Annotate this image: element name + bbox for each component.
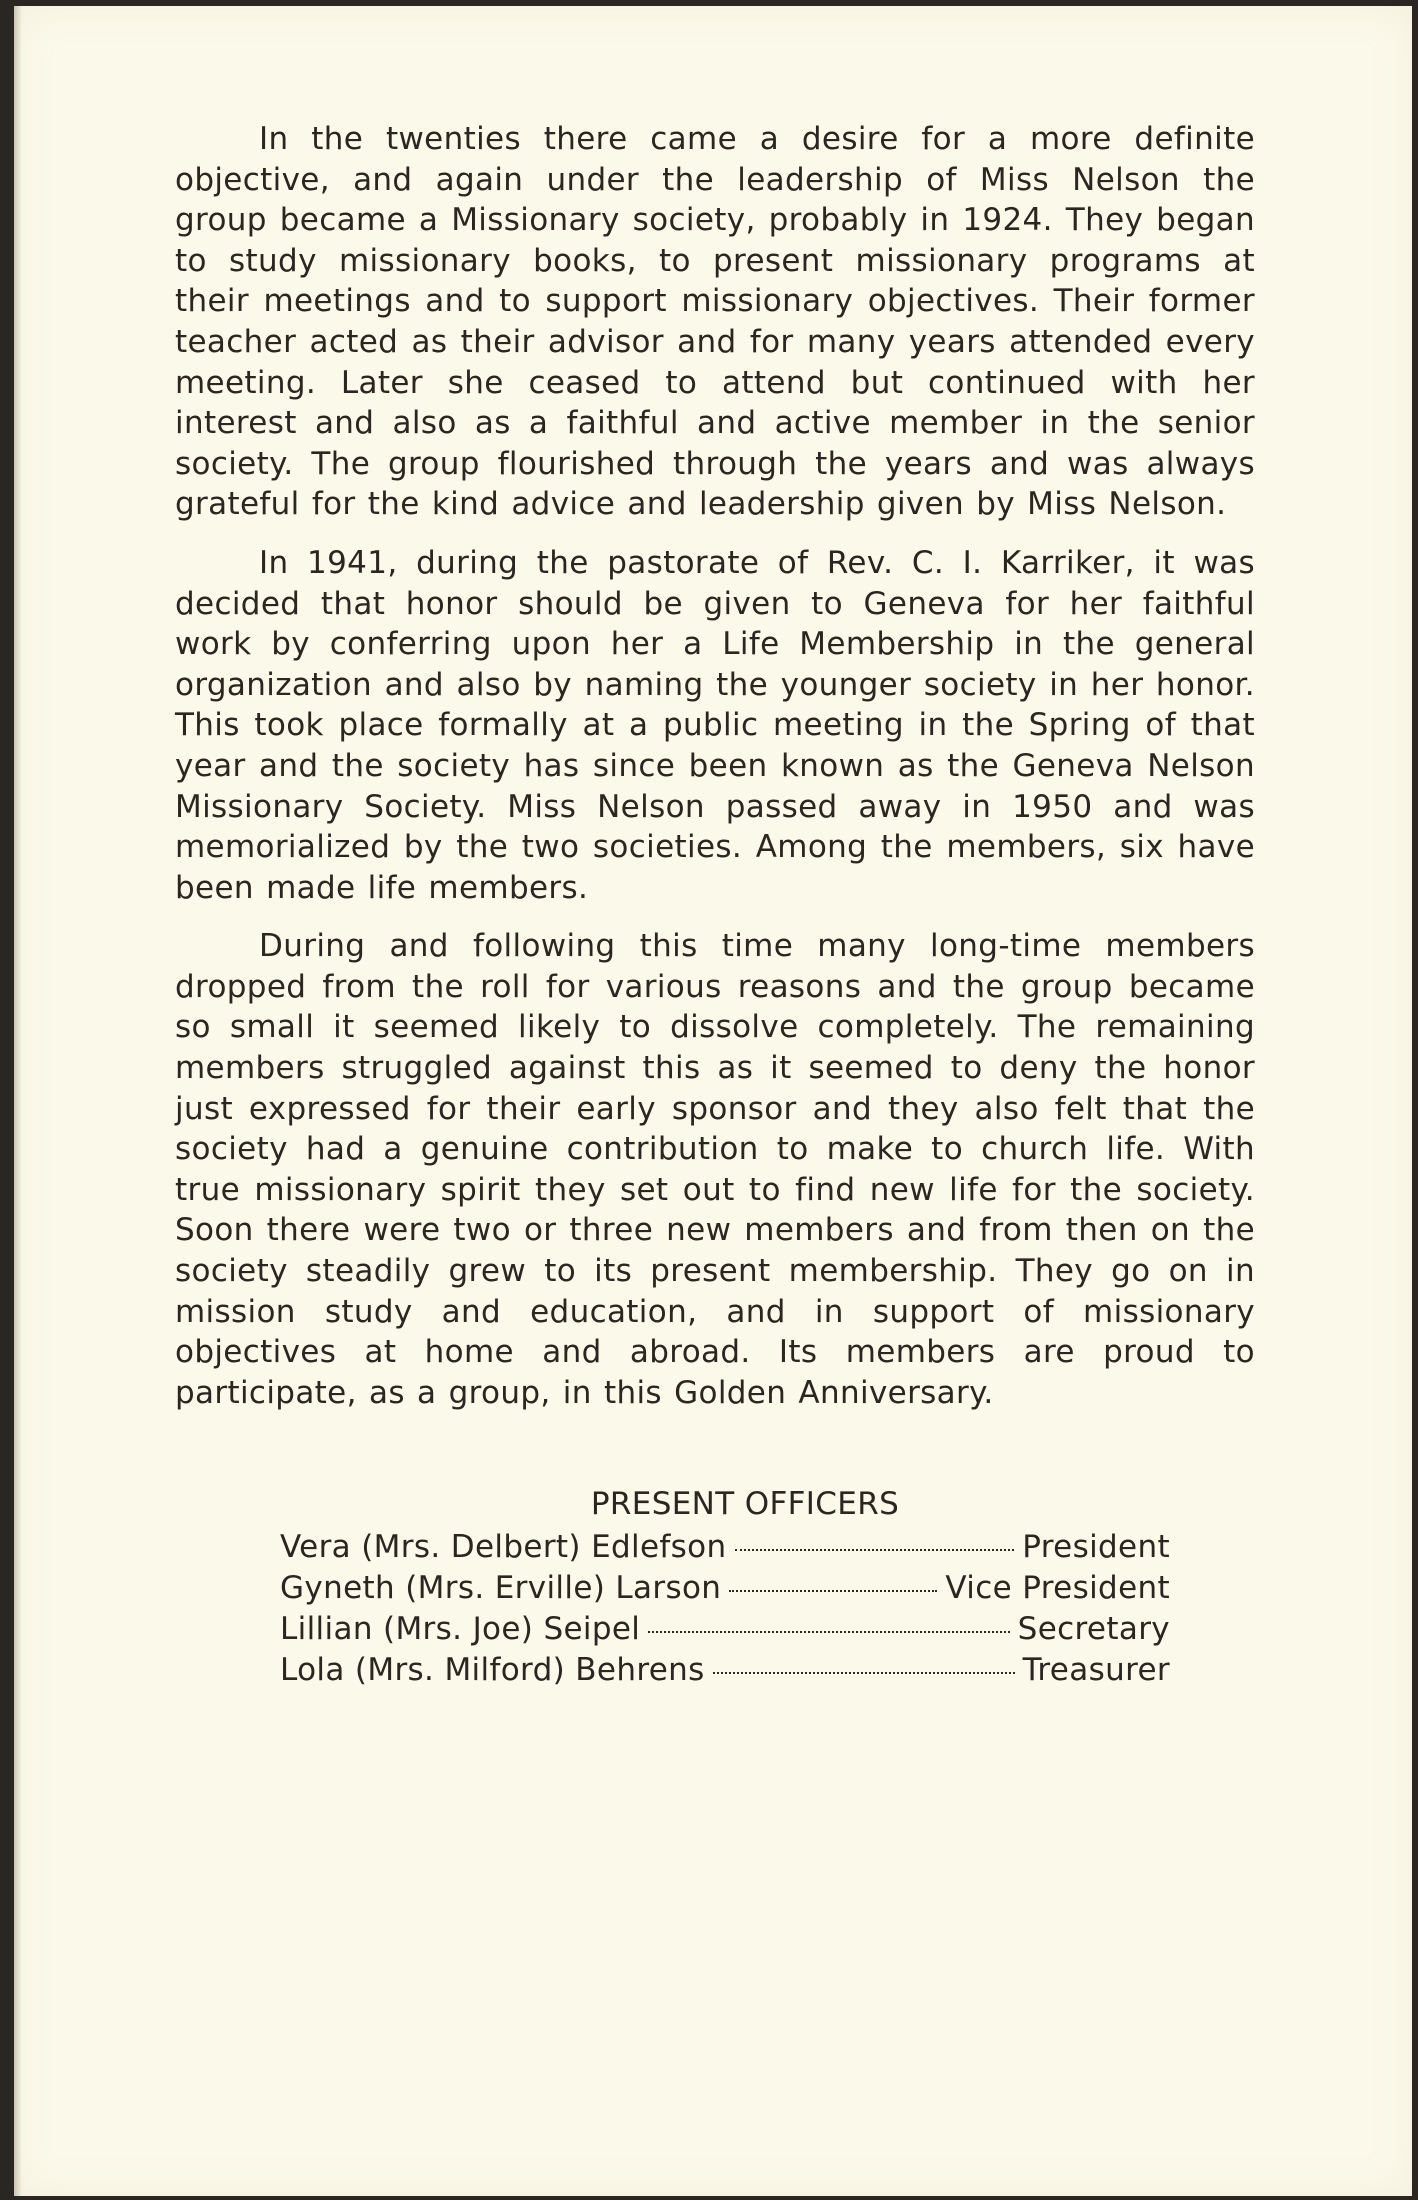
paragraph-3: During and following this time many long-time members dropped from the roll for various reasons and the group became so small it seemed likely to dissolve completely. The remaining members struggled against this as it seemed to deny the honor just expressed for their early sponsor and they also felt that the society had a genuine contribution to make to church life. With true missionary spirit they set out to find new life for the society. Soon there were two or three new members and from then on the society steadily grew to its present membership. They go on in mission study and education, and in support of missionary objectives at home and abroad. Its members are proud to participate, as a group, in this Golden Anniversary. bbox=[175, 928, 1255, 1411]
officer-title: Secretary bbox=[1017, 1611, 1170, 1647]
officer-name: Lillian (Mrs. Joe) Seipel bbox=[280, 1611, 641, 1647]
officer-title: President bbox=[1022, 1529, 1170, 1565]
page-edge-shadow bbox=[14, 6, 22, 2196]
officer-name: Lola (Mrs. Milford) Behrens bbox=[280, 1652, 705, 1688]
body-text bbox=[175, 119, 1255, 1431]
dotted-leader bbox=[648, 1631, 1009, 1633]
paragraph-1: In the twenties there came a desire for a more definite objective, and again under the leadership of Miss Nelson the group became a Missionary society, probably in 1924. They began to study missionary books, to present missionary programs at their meetings and to support missionary objectives. Their former teacher acted as their advisor and for many years attended every meeting. Later she ceased to attend but continued with her interest and also as a faithful and active member in the senior society. The group flourished through the years and was always grateful for the kind advice and leadership given by Miss Nelson. bbox=[175, 121, 1255, 523]
officer-row bbox=[280, 1650, 1170, 1691]
officer-title: Treasurer bbox=[1022, 1652, 1170, 1688]
paragraph-2: In 1941, during the pastorate of Rev. C. I. Karriker, it was decided that honor should be given to Geneva for her faithful work by conferring upon her a Life Membership in the general organization and also by naming the younger society in her honor. This took place formally at a public meeting in the Spring of that year and the society has since been known as the Geneva Nelson Missionary Society. Miss Nelson passed away in 1950 and was memorialized by the two societies. Among the members, six have been made life members. bbox=[175, 544, 1255, 906]
officer-row bbox=[280, 1568, 1170, 1609]
officer-row bbox=[280, 1527, 1170, 1568]
officers-heading: PRESENT OFFICERS bbox=[590, 1486, 900, 1522]
document-page bbox=[14, 6, 1412, 2196]
officer-name: Vera (Mrs. Delbert) Edlefson bbox=[280, 1529, 727, 1565]
officer-title: Vice President bbox=[945, 1570, 1170, 1606]
dotted-leader bbox=[735, 1549, 1015, 1551]
officer-name: Gyneth (Mrs. Erville) Larson bbox=[280, 1570, 722, 1606]
dotted-leader bbox=[729, 1590, 937, 1592]
officers-section bbox=[280, 1484, 1170, 1691]
dotted-leader bbox=[713, 1672, 1015, 1674]
officer-row bbox=[280, 1609, 1170, 1650]
